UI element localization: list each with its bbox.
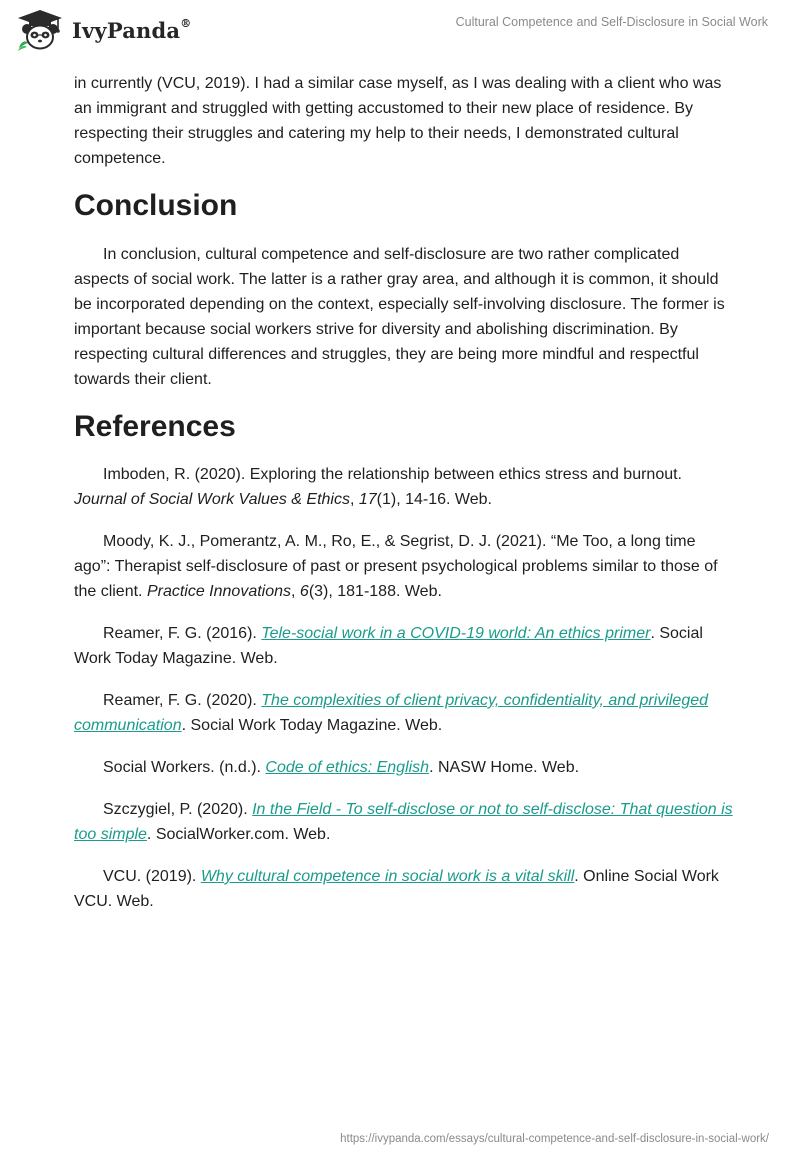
reference-link[interactable]: Why cultural competence in social work is a vital skill bbox=[200, 868, 575, 885]
reference-tail: (3), 181-188. Web. bbox=[308, 583, 442, 600]
reference-text: Imboden, R. (2020). Exploring the relationship between ethics stress and burnout. bbox=[103, 466, 682, 483]
page-header bbox=[0, 0, 800, 62]
reference-text: VCU. (2019). bbox=[103, 868, 201, 885]
source-url[interactable]: https://ivypanda.com/essays/cultural-competence-and-self-disclosure-in-social-work/ bbox=[340, 1133, 769, 1145]
reference-link[interactable]: The complexities of client privacy, confidentiality, and privileged communication bbox=[74, 692, 709, 734]
reference-item bbox=[74, 755, 734, 780]
reference-text: Reamer, F. G. (2016). bbox=[103, 625, 262, 642]
reference-sep: , bbox=[291, 583, 300, 600]
journal-volume: 17 bbox=[358, 491, 377, 508]
ivypanda-logo[interactable] bbox=[14, 8, 191, 52]
conclusion-paragraph: In conclusion, cultural competence and self-disclosure are two rather complicated aspects of social work. The latter is a rather gray area, and although it is common, it should be incorporated depending on the context, especially self-involving disclosure. The former is important because social workers strive for diversity and abolishing discrimination. By respecting cultural differences and struggles, they are being more mindful and respectful towards their client. bbox=[74, 246, 725, 388]
panda-graduate-icon bbox=[14, 8, 66, 52]
registered-mark: ® bbox=[180, 16, 192, 30]
reference-item bbox=[74, 797, 734, 847]
journal-volume: 6 bbox=[299, 583, 309, 600]
document-title: Cultural Competence and Self-Disclosure in Social Work bbox=[455, 15, 768, 29]
reference-tail: . Online Social Work VCU. Web. bbox=[74, 868, 719, 910]
reference-link[interactable]: Code of ethics: English bbox=[265, 759, 430, 776]
brand-name bbox=[72, 18, 191, 43]
journal-title: Journal of Social Work Values & Ethics bbox=[74, 491, 350, 508]
brand-text: IvyPanda bbox=[72, 17, 181, 43]
reference-tail: . Social Work Today Magazine. Web. bbox=[74, 625, 703, 667]
journal-title: Practice Innovations bbox=[146, 583, 292, 600]
reference-item bbox=[74, 864, 734, 914]
reference-item bbox=[74, 621, 734, 671]
reference-sep: , bbox=[349, 491, 359, 508]
reference-text: Reamer, F. G. (2020). bbox=[103, 692, 262, 709]
intro-paragraph: in currently (VCU, 2019). I had a similar case myself, as I was dealing with a client who was an immigrant and struggled with getting accustomed to their new place of residence. By respecting their struggles and catering my help to their needs, I demonstrated cultural competence. bbox=[74, 75, 722, 167]
reference-text: Social Workers. (n.d.). bbox=[103, 759, 266, 776]
reference-item bbox=[74, 688, 734, 738]
references-heading: References bbox=[74, 410, 236, 443]
reference-item bbox=[74, 462, 734, 512]
conclusion-heading: Conclusion bbox=[74, 189, 238, 222]
reference-text: Moody, K. J., Pomerantz, A. M., Ro, E., & Segrist, D. J. (2021). “Me Too, a long time ago”: Therapist self-disclosure of past or present psychological problems similar to those of the client. bbox=[74, 533, 718, 600]
reference-text: Szczygiel, P. (2020). bbox=[103, 801, 253, 818]
document-body bbox=[74, 71, 734, 931]
reference-link[interactable]: Tele-social work in a COVID-19 world: An ethics primer bbox=[261, 625, 651, 642]
reference-tail: . Social Work Today Magazine. Web. bbox=[181, 717, 443, 734]
reference-link[interactable]: In the Field - To self-disclose or not to self-disclose: That question is too simple bbox=[74, 801, 733, 843]
reference-tail: . SocialWorker.com. Web. bbox=[146, 826, 331, 843]
reference-item bbox=[74, 529, 734, 604]
reference-tail: (1), 14-16. Web. bbox=[376, 491, 492, 508]
reference-tail: . NASW Home. Web. bbox=[429, 759, 580, 776]
